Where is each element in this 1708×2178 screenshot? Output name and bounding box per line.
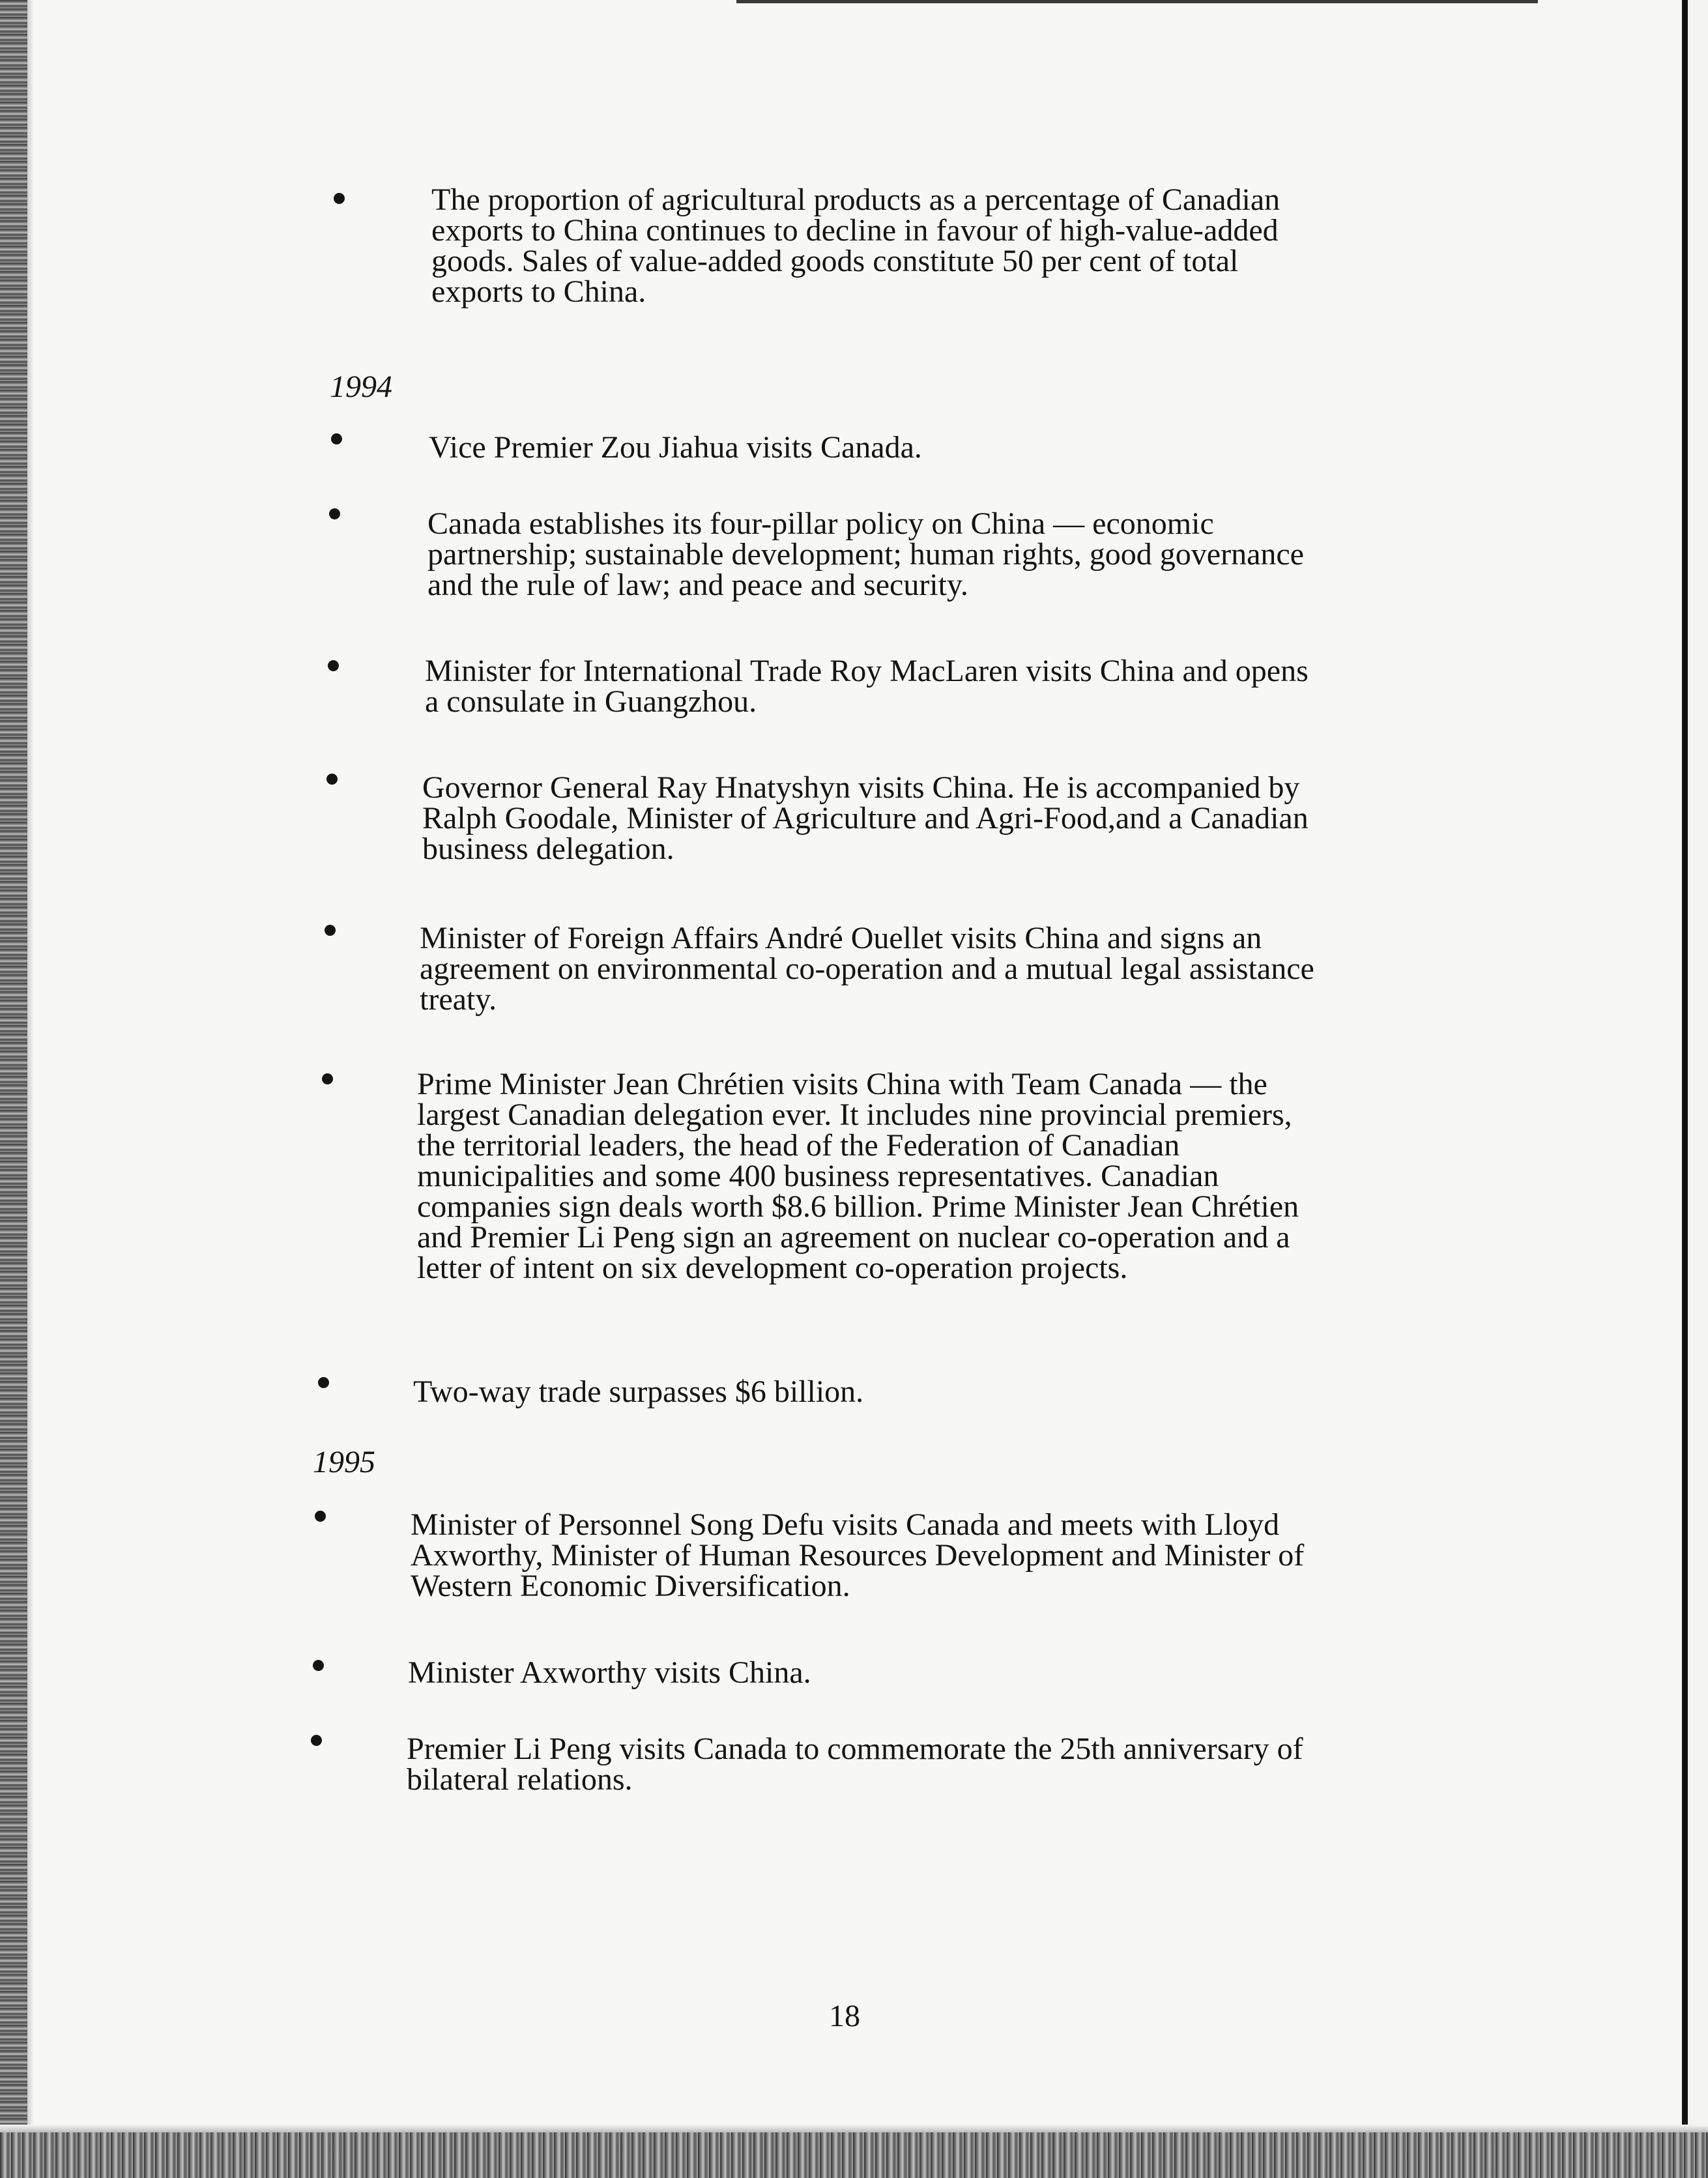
bullet-text: Prime Minister Jean Chrétien visits China with Team Canada — the largest Canadian delegation ever. It includes nine provincial premiers, the territorial leaders, the head of the Federation of Canadian municipalities and some 400 business representatives. Canadian companies sign deals worth $8.6 billion. Prime Minister Jean Chrétien and Premier Li Peng sign an agreement on nuclear co-operation and a letter of intent on six development co-operation projects. xyxy=(417,1067,1299,1285)
bullet-text: Minister for International Trade Roy MacLaren visits China and opens a consulate in Guangzhou. xyxy=(425,654,1309,719)
year-heading-1994: 1994 xyxy=(330,370,392,404)
bullet-text: Minister of Foreign Affairs André Ouellet visits China and signs an agreement on environmental co-operation and a mutual legal assistance treaty. xyxy=(420,921,1314,1017)
bullet-marker xyxy=(334,193,345,204)
bullet-marker xyxy=(318,1377,329,1388)
year-heading-1995: 1995 xyxy=(313,1445,375,1479)
bullet-marker xyxy=(322,1073,333,1084)
bullet-marker xyxy=(331,433,342,444)
bullet-text: Two-way trade surpasses $6 billion. xyxy=(413,1374,864,1409)
bullet-text: Vice Premier Zou Jiahua visits Canada. xyxy=(429,430,922,465)
bullet-text: Canada establishes its four-pillar policy on China — economic partnership; sustainable development; human rights, good governance and the rule of law; and peace and security. xyxy=(427,506,1304,602)
bullet-marker xyxy=(313,1660,324,1671)
bullet-marker xyxy=(315,1511,326,1522)
bullet-text: Premier Li Peng visits Canada to commemorate the 25th anniversary of bilateral relations. xyxy=(407,1732,1303,1797)
bullet-marker xyxy=(325,925,336,936)
bullet-marker xyxy=(311,1735,322,1746)
bullet-text: Minister of Personnel Song Defu visits Canada and meets with Lloyd Axworthy, Minister of Human Resources Development and Minister of Western Economic Diversification. xyxy=(411,1507,1305,1603)
bullet-marker xyxy=(326,774,338,785)
bullet-marker xyxy=(329,508,340,519)
bullet-marker xyxy=(328,660,339,671)
bullet-text: Minister Axworthy visits China. xyxy=(408,1655,811,1690)
bullet-text: The proportion of agricultural products as a percentage of Canadian exports to China continues to decline in favour of high-value-added goods. Sales of value-added goods constitute 50 per cent of total exports to China. xyxy=(431,182,1281,309)
page-number: 18 xyxy=(829,1999,860,2033)
bullet-text: Governor General Ray Hnatyshyn visits China. He is accompanied by Ralph Goodale, Minister of Agriculture and Agri-Food,and a Canadian business delegation. xyxy=(422,770,1309,866)
